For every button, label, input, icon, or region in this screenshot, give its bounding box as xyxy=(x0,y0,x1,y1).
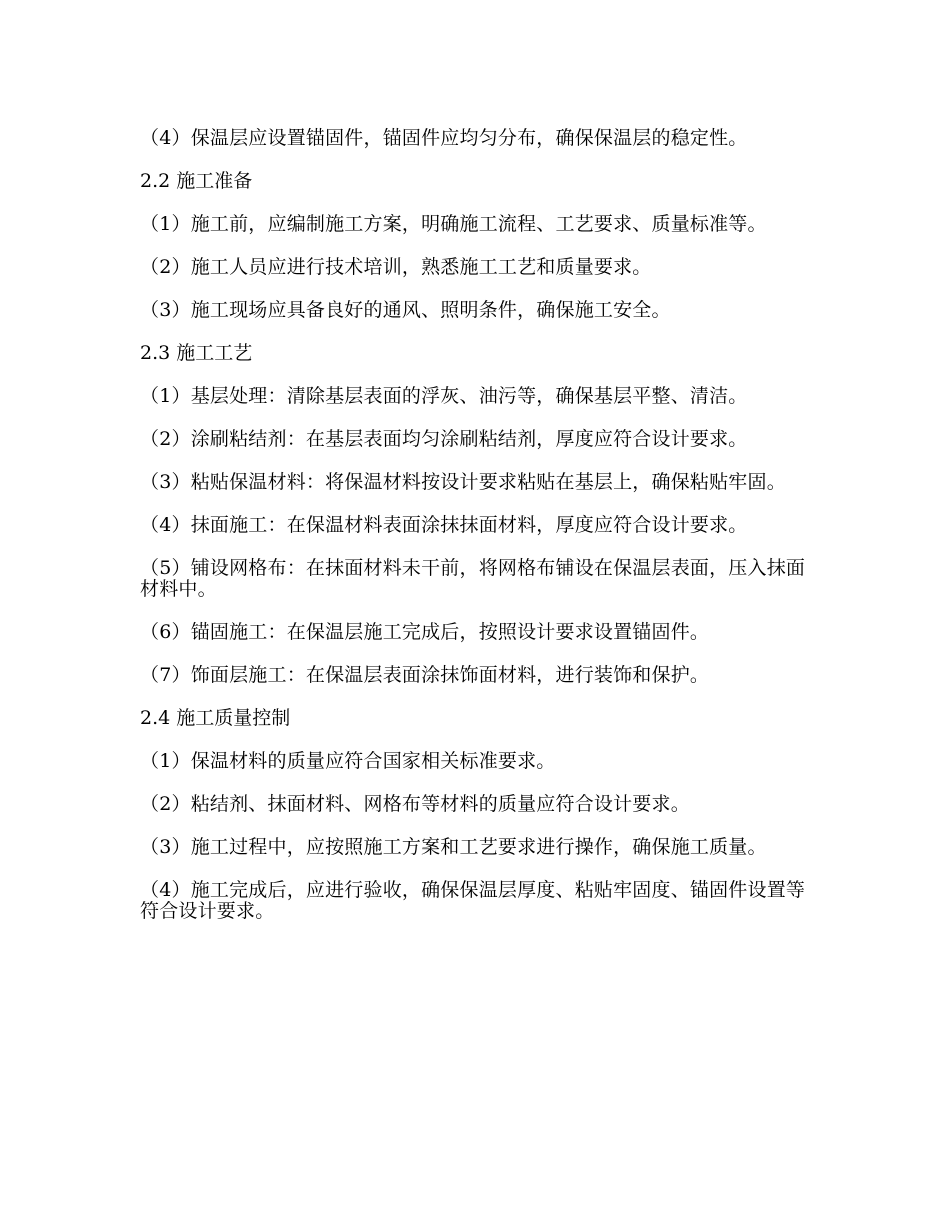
paragraph-2-2-item-2: （2）施工人员应进行技术培训，熟悉施工工艺和质量要求。 xyxy=(140,256,652,278)
paragraph-2-3-item-4: （4）抹面施工：在保温材料表面涂抹抹面材料，厚度应符合设计要求。 xyxy=(140,514,748,536)
paragraph-2-3-item-3: （3）粘贴保温材料：将保温材料按设计要求粘贴在基层上，确保粘贴牢固。 xyxy=(140,471,786,493)
paragraph-2-3-item-6: （6）锚固施工：在保温层施工完成后，按照设计要求设置锚固件。 xyxy=(140,621,710,643)
paragraph-2-3-item-2: （2）涂刷粘结剂：在基层表面均匀涂刷粘结剂，厚度应符合设计要求。 xyxy=(140,428,748,450)
section-heading-2-3: 2.3 施工工艺 xyxy=(140,342,253,364)
paragraph-2-4-item-2: （2）粘结剂、抹面材料、网格布等材料的质量应符合设计要求。 xyxy=(140,793,690,815)
paragraph-2-1-item-4: （4）保温层应设置锚固件，锚固件应均匀分布，确保保温层的稳定性。 xyxy=(140,127,748,149)
paragraph-2-2-item-1: （1）施工前，应编制施工方案，明确施工流程、工艺要求、质量标准等。 xyxy=(140,213,767,235)
paragraph-2-4-item-3: （3）施工过程中，应按照施工方案和工艺要求进行操作，确保施工质量。 xyxy=(140,836,767,858)
section-heading-2-2: 2.2 施工准备 xyxy=(140,170,253,192)
section-heading-2-4: 2.4 施工质量控制 xyxy=(140,707,291,729)
paragraph-2-2-item-3: （3）施工现场应具备良好的通风、照明条件，确保施工安全。 xyxy=(140,299,671,321)
paragraph-2-3-item-1: （1）基层处理：清除基层表面的浮灰、油污等，确保基层平整、清洁。 xyxy=(140,385,748,407)
paragraph-2-3-item-7: （7）饰面层施工：在保温层表面涂抹饰面材料，进行装饰和保护。 xyxy=(140,664,710,686)
paragraph-2-3-item-5: （5）铺设网格布：在抹面材料未干前，将网格布铺设在保温层表面，压入抹面材料中。 xyxy=(140,557,806,600)
paragraph-2-4-item-1: （1）保温材料的质量应符合国家相关标准要求。 xyxy=(140,750,556,772)
paragraph-2-4-item-4: （4）施工完成后，应进行验收，确保保温层厚度、粘贴牢固度、锚固件设置等符合设计要求。 xyxy=(140,879,806,922)
